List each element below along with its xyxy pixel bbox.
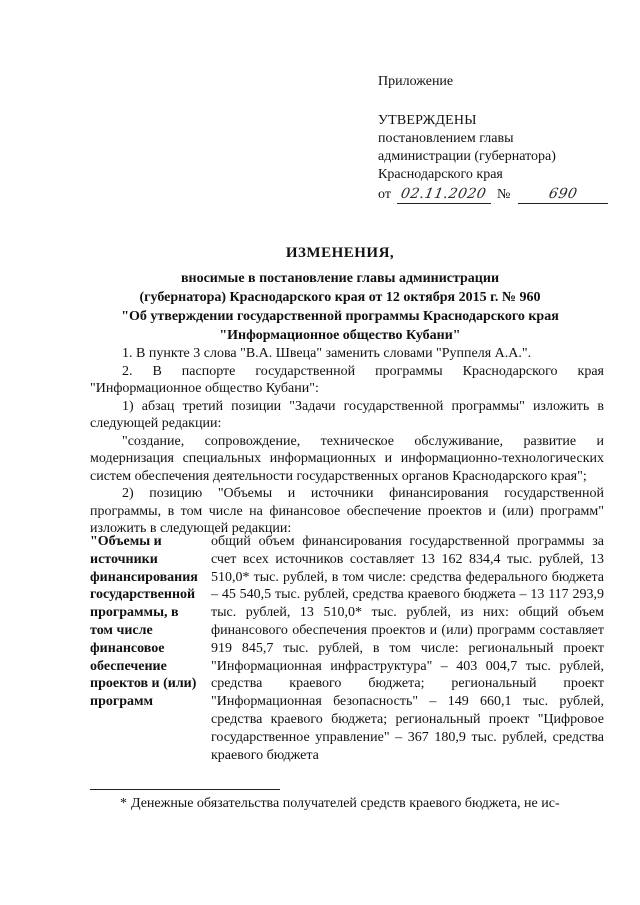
handwritten-date: 02.11.2020 [397,185,491,204]
date-number-row [378,185,618,204]
approval-line-1: постановлением главы [378,131,514,146]
from-label: от [378,187,391,202]
approval-line-3: Краснодарского края [378,167,503,182]
approval-line-2: администрации (губернатора) [378,149,556,164]
footnote-text: Денежные обязательства получателей средств краевого бюджета, не ис- [131,796,560,811]
handwritten-number: 690 [518,185,608,204]
position-text: общий объем финансирования государственной программы за счет всех источников составляет 13 162 834,4 тыс. рублей, 13 510,0* тыс. рублей, в том числе: средства федерального бюджета – 45 540,5 тыс. рублей, средства краевого бюджета – 13 117 293,9 тыс. рублей, 13 510,0* тыс. рублей, из них: общий объем финансового обеспечения проектов и (или) программ составляет 919 845,7 тыс. рублей, в том числе: региональный проект "Информационная инфраструктура" – 403 004,7 тыс. рублей, средства краевого бюджета; региональный проект "Информационная безопасность" – 149 660,1 тыс. рублей, средства краевого бюджета; региональный проект "Цифровое государственное управление" – 367 180,9 тыс. рублей, средства краевого бюджета [211,534,604,763]
footnote [120,795,610,813]
position-label: "Объемы и источники финансирования государственной программы, в том числе финансовое обеспечение проектов и (или) программ [90,534,198,710]
title-line-1: вносимые в постановление главы администрации [180,271,500,286]
approval-block [378,73,618,204]
paragraph-1: 1. В пункте 3 слова "В.А. Швеца" заменить словами "Руппеля А.А.". [122,346,532,361]
paragraph-5: 2) позицию "Объемы и источники финансирования государственной программы, в том числе на финансовое обеспечение проектов и (или) программ" изложить в следующей редакции: [90,486,604,536]
paragraph-3: 1) абзац третий позиции "Задачи государственной программы" изложить в следующей редакции: [90,398,604,431]
document-title [60,243,620,345]
approved-heading: УТВЕРЖДЕНЫ [378,113,477,128]
title-line-3: "Об утверждении государственной программы Краснодарского края [121,309,559,324]
appendix-label: Приложение [378,74,454,89]
paragraph-4: "создание, сопровождение, техническое обслуживание, развитие и модернизация специальных информационных и информационно-технологических систем обеспечения деятельности государственных органов Краснодарского края"; [90,433,604,484]
title-line-2: (губернатора) Краснодарского края от 12 октября 2015 г. № 960 [139,290,541,305]
number-sign: № [496,187,511,202]
document-body [90,345,604,538]
paragraph-2b: "Информационное общество Кубани": [90,381,319,396]
title-heading: ИЗМЕНЕНИЯ, [285,245,395,261]
footnote-rule [90,789,280,790]
title-line-4: "Информационное общество Кубани" [219,328,461,343]
paragraph-2a: 2. В паспорте государственной программы Краснодарского края [122,363,604,379]
financing-position-table [90,533,604,764]
footnote-star: * [120,796,127,811]
